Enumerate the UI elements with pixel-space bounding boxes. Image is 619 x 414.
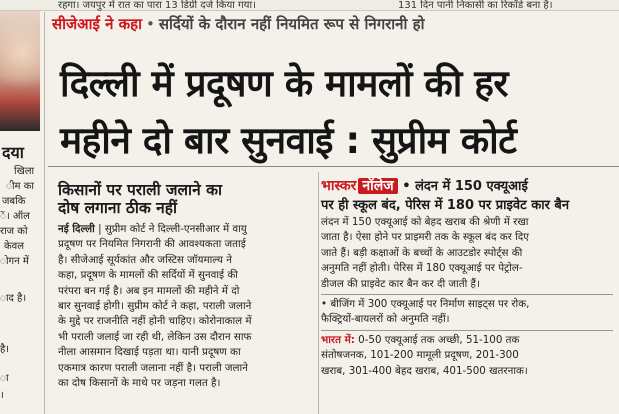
divider bbox=[321, 294, 613, 295]
knowledge-heading bbox=[321, 177, 619, 196]
story-line: एकमात्र कारण पराली जलाना नहीं है। पराली जलाने bbox=[58, 361, 248, 374]
knowledge-heading-first: लंदन में 150 एक्यूआई bbox=[415, 179, 528, 194]
story-line: नीला आसमान दिखाई पड़ता था। यानी प्रदूषण का bbox=[58, 346, 241, 359]
knowledge-line: जाते हैं। बड़ी कक्षाओं के बच्चों के आउटडोर स्पोर्ट्स की bbox=[321, 246, 523, 259]
kicker-text: सर्दियों के दौरान नहीं नियमित रूप से निगरानी हो bbox=[158, 15, 425, 33]
top-left-text: रहगा। जयपुर में रात का पारा 13 डिग्री दर्ज किया गया। bbox=[58, 0, 256, 11]
story-line: के मुद्दे पर राजनीति नहीं होनी चाहिए। कोरोनाकाल में bbox=[58, 315, 252, 328]
knowledge-line: 0-50 एक्यूआई तक अच्छी, 51-100 तक bbox=[354, 333, 520, 346]
story-line: प्रदूषण पर नियमित निगरानी की आवश्यकता जताई bbox=[58, 238, 246, 251]
story-line: है। सीजेआई सूर्यकांत और जस्टिस जॉयमाल्य ने bbox=[58, 253, 232, 266]
left-column-line: जबकि bbox=[2, 196, 26, 207]
headline-line-1: दिल्ली में प्रदूषण के मामलों की हर bbox=[60, 62, 509, 105]
knowledge-line: संतोषजनक, 101-200 मामूली प्रदूषण, 201-300 bbox=[321, 349, 519, 362]
left-column-line: केवल bbox=[4, 241, 25, 252]
top-right-text: 131 दिन पानी निकासी का रिकॉर्ड बना है। bbox=[398, 0, 553, 11]
left-column-heading: दया bbox=[2, 143, 24, 162]
kicker-line bbox=[52, 14, 424, 34]
story-line: कहा, प्रदूषण के मामलों की सर्दियों में सुनवाई की bbox=[58, 269, 238, 282]
left-column-line: ीम का bbox=[6, 181, 34, 192]
knowledge-heading-second: पर ही स्कूल बंद, पेरिस में 180 पर प्राइवेट कार बैन bbox=[321, 198, 570, 213]
knowledge-line: डीजल की प्राइवेट कार बैन कर दी जाती हैं। bbox=[321, 277, 480, 290]
brand-logo-text: भास्कर bbox=[321, 178, 357, 194]
knowledge-line: खराब, 301-400 बेहद खराब, 401-500 खतरनाक। bbox=[321, 364, 528, 377]
left-column-line: है। bbox=[0, 344, 10, 355]
story-dateline: नई दिल्ली bbox=[58, 223, 95, 235]
left-column-line: ोगन में bbox=[0, 256, 29, 267]
story-subhead-line-2: दोष लगाना ठीक नहीं bbox=[58, 199, 178, 217]
knowledge-line: जाता है। ऐसा होने पर प्राइमरी तक के स्कूल बंद कर दिए bbox=[321, 231, 529, 244]
column-divider bbox=[44, 12, 45, 414]
brand-logo-tag: नॉलेज bbox=[358, 178, 397, 194]
story-line: | सुप्रीम कोर्ट ने दिल्ली-एनसीआर में वायु bbox=[98, 223, 247, 235]
divider bbox=[321, 330, 613, 331]
story-line: परंपरा बन गई है। अब इन मामलों की महीने में दो bbox=[58, 284, 240, 297]
left-column-line: ा bbox=[0, 373, 9, 384]
left-column-line: ें। ऑल bbox=[0, 211, 30, 222]
story-body bbox=[58, 222, 314, 391]
bullet-icon: • bbox=[146, 15, 155, 33]
left-column-line: खिला bbox=[14, 166, 35, 177]
story-line: भी पराली जलाई जा रही थी, लेकिन उस दौरान साफ bbox=[58, 330, 252, 343]
bullet-icon: • bbox=[402, 179, 411, 194]
headline-line-2: महीने दो बार सुनवाई : सुप्रीम कोर्ट bbox=[60, 119, 517, 162]
knowledge-body bbox=[321, 215, 619, 379]
left-column-line: ाद है। bbox=[0, 293, 27, 304]
left-column bbox=[0, 135, 40, 414]
brand-logo bbox=[321, 178, 398, 194]
knowledge-line: • बीजिंग में 300 एक्यूआई पर निर्माण साइट्स पर रोक, bbox=[321, 298, 530, 311]
india-label: भारत में: bbox=[321, 333, 355, 346]
knowledge-box bbox=[321, 177, 619, 379]
knowledge-line: लंदन में 150 एक्यूआई को बेहद खराब की श्रेणी में रखा bbox=[321, 216, 529, 228]
left-column-line: । bbox=[0, 390, 4, 401]
news-photo bbox=[0, 11, 40, 131]
horizontal-divider bbox=[48, 166, 619, 167]
left-column-line: राज को bbox=[0, 226, 28, 237]
kicker-label: सीजेआई ने कहा bbox=[52, 15, 142, 33]
story-subhead-line-1: किसानों पर पराली जलाने का bbox=[58, 181, 222, 199]
knowledge-line: फैक्ट्रियों-बायलरों को अनुमति नहीं। bbox=[321, 313, 450, 326]
story-line: बार सुनवाई होगी। सुप्रीम कोर्ट ने कहा, पराली जलाने bbox=[58, 300, 252, 313]
column-divider bbox=[318, 172, 319, 414]
story-line: का दोष किसानों के माथे पर जड़ना गलत है। bbox=[58, 377, 221, 390]
knowledge-line: अनुमति नहीं होती। पेरिस में 180 एक्यूआई पर पेट्रोल- bbox=[321, 262, 523, 275]
